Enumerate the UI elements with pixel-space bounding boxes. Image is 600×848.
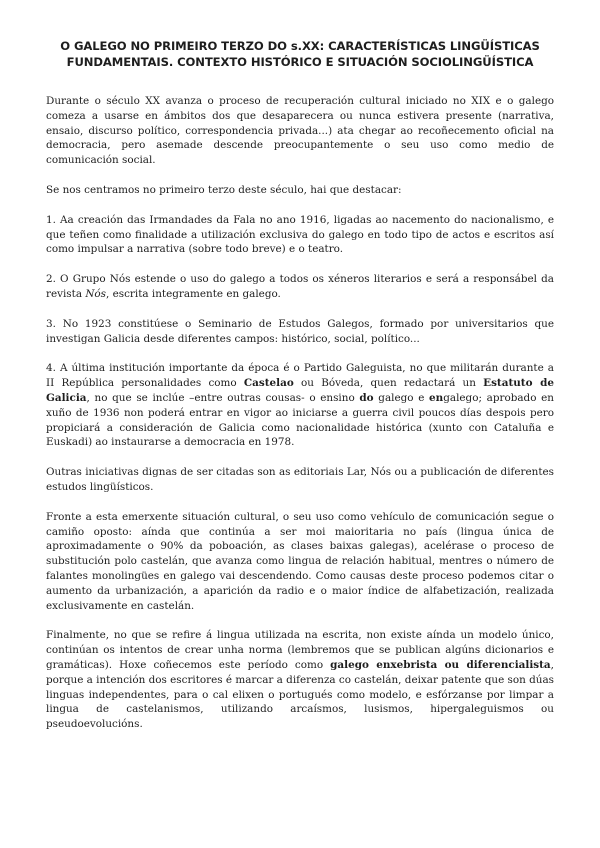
initiatives-paragraph: Outras iniciativas dignas de ser citadas son as editoriais Lar, Nós ou a publicación de diferentes estudos lingüísticos. bbox=[46, 466, 554, 493]
written-language-paragraph bbox=[46, 628, 554, 732]
lead-in-paragraph: Se nos centramos no primeiro terzo deste século, hai que destacar: bbox=[46, 183, 402, 196]
point-4-text-e: , no que se inclúe –entre outras cousas- o ensino bbox=[86, 391, 360, 404]
do-bold: do bbox=[359, 391, 374, 404]
castelao-bold: Castelao bbox=[243, 377, 294, 390]
point-4-text-g: galego e bbox=[373, 391, 430, 404]
point-4-text-a: 4. A última institución importante da época é o Partido Galeguista, no que militarán durante a II República personalidades como bbox=[46, 362, 554, 390]
en-bold: en bbox=[429, 391, 444, 404]
written-text-c: , porque a intención dos escritores é marcar a diferenza co castelán, deixar patente que son dúas linguas independentes, para o cal elixen o portugués como modelo, e esfórzanse por limpar a lingua de castelanismos, utilizando arcaísmos, lusismos, hipergaleguismos ou pseudoevolucións. bbox=[46, 658, 554, 731]
document-page bbox=[46, 38, 554, 747]
page-title bbox=[46, 38, 554, 70]
point-4-paragraph bbox=[46, 361, 554, 450]
social-situation-paragraph: Fronte a esta emerxente situación cultural, o seu uso como vehículo de comunicación segue o camiño oposto: aínda que continúa a ser moi maioritaria no país (lingua única de aproximadamente o 90% da poboación, as clases baixas galegas), acelérase o proceso de substitución polo castelán, que avanza como lingua de relación habitual, mentres o número de falantes monolingües en galego vai descendendo. Como causas deste proceso podemos citar o aumento da urbanización, a aparición da radio e o maior índice de alfabetización, realizada exclusivamente en castelán. bbox=[46, 510, 554, 612]
intro-paragraph: Durante o século XX avanza o proceso de recuperación cultural iniciado no XIX e o galego comeza a usarse en ámbitos dos que desaparecera ou nunca estivera presente (narrativa, ensaio, discurso político, correspondencia privada...) ata chegar ao recoñecemento oficial na democracia, pero asemade descende preocupantemente o seu uso como medio de comunicación social. bbox=[46, 95, 554, 167]
point-3-paragraph: 3. No 1923 constitúese o Seminario de Estudos Galegos, formado por universitarios que investigan Galicia desde diferentes campos: histórico, social, político... bbox=[46, 317, 554, 345]
written-text-a: Finalmente, no que se refire á lingua utilizada na escrita, non existe aínda un modelo único, continúan os intentos de crear unha norma (lembremos que se publican algúns dicionarios e gramáticas). Hoxe coñecemos este período como bbox=[46, 629, 554, 671]
title-line-2: FUNDAMENTAIS. CONTEXTO HISTÓRICO E SITUACIÓN SOCIOLINGÜÍSTICA bbox=[66, 55, 534, 69]
revista-nos-title: Nós bbox=[85, 287, 107, 300]
estatuto-bold: Estatuto de Galicia bbox=[46, 377, 554, 404]
point-2-text-c: , escrita integramente en galego. bbox=[106, 287, 281, 300]
point-2-text-a: 2. O Grupo Nós estende o uso do galego a todos os xéneros literarios e será a responsábel da revista bbox=[46, 273, 554, 300]
point-1-paragraph: 1. Aa creación das Irmandades da Fala no ano 1916, ligadas ao nacemento do nacionalismo, e que teñen como finalidade a utilización exclusiva do galego en todo tipo de actos e escritos así como impulsar a narrativa (sobre todo breve) e o teatro. bbox=[46, 213, 554, 256]
point-4-text-c: ou Bóveda, quen redactará un bbox=[293, 377, 484, 390]
enxebrista-bold: galego enxebrista ou diferencialista bbox=[330, 658, 551, 671]
title-line-1: O GALEGO NO PRIMEIRO TERZO DO s.XX: CARACTERÍSTICAS LINGÜÍSTICAS bbox=[60, 39, 540, 53]
point-2-paragraph bbox=[46, 272, 554, 302]
point-4-text-i: galego; aprobado en xuño de 1936 non poderá entrar en vigor ao iniciarse a guerra civil poucos días despois pero propiciará a consideración de Galicia como nacionalidade histórica (xunto con Cataluña e Euskadi) ao instaurarse a democracia en 1978. bbox=[46, 391, 554, 449]
